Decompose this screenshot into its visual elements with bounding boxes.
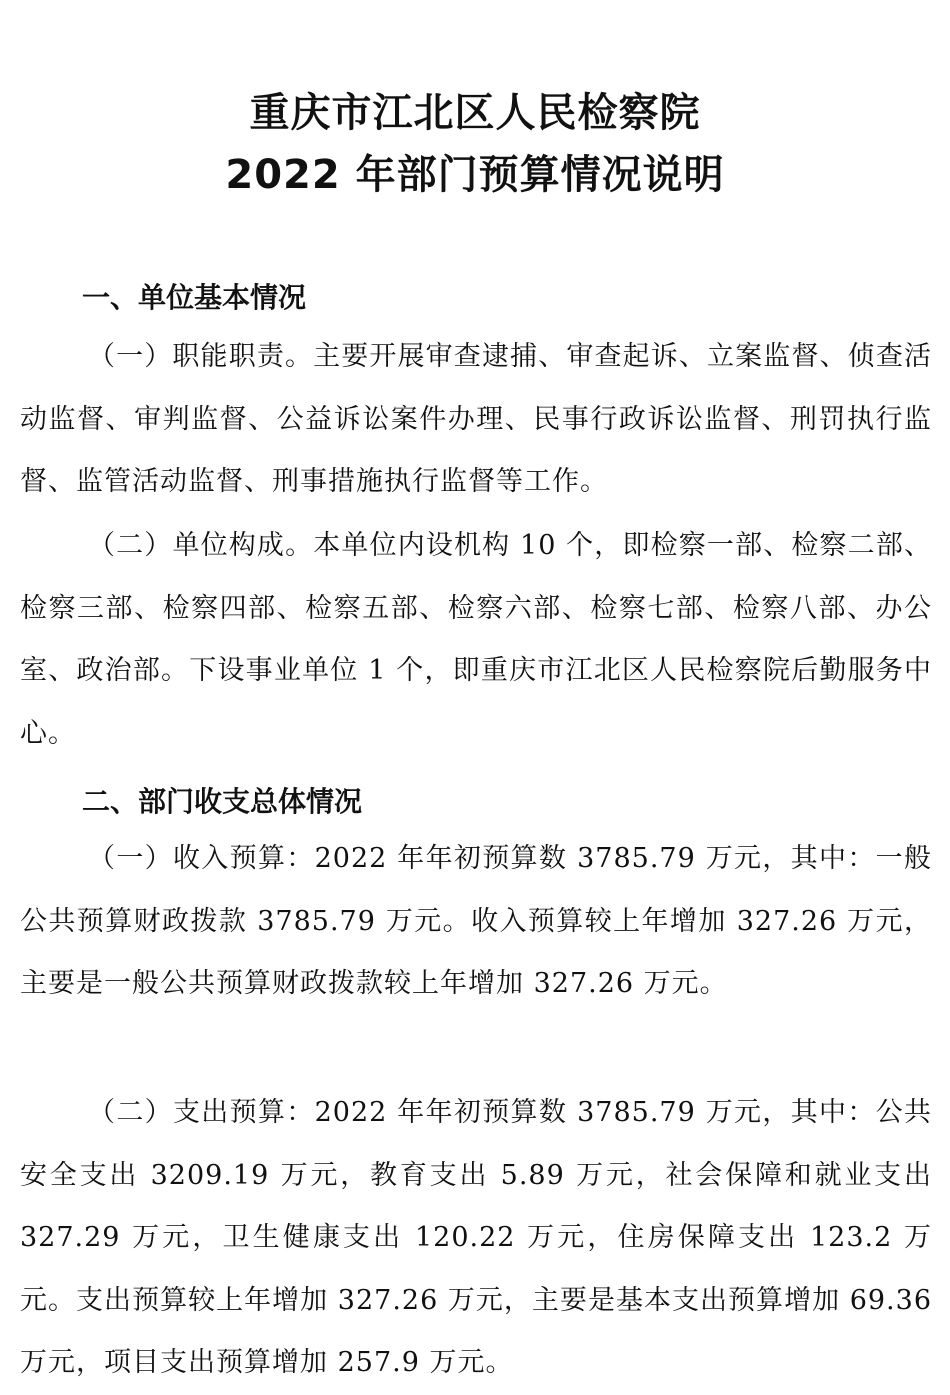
paragraph-composition: （二）单位构成。本单位内设机构 10 个，即检察一部、检察二部、检察三部、检察四部、检察五部、检察六部、检察七部、检察八部、办公室、政治部。下设事业单位 1 个，即重庆市江北区人民检察院后勤服务中心。: [20, 530, 932, 749]
paragraph-functions: （一）职能职责。主要开展审查逮捕、审查起诉、立案监督、侦查活动监督、审判监督、公益诉讼案件办理、民事行政诉讼监督、刑罚执行监督、监管活动监督、刑事措施执行监督等工作。: [20, 341, 932, 497]
section-heading-basic-info: 一、单位基本情况: [82, 281, 307, 314]
document-title-line2: 2022 年部门预算情况说明: [225, 152, 725, 198]
section-heading-budget-overview: 二、部门收支总体情况: [82, 785, 363, 818]
paragraph-expenditure-budget: （二）支出预算：2022 年年初预算数 3785.79 万元，其中：公共安全支出 3209.19 万元，教育支出 5.89 万元，社会保障和就业支出 327.29 万元，卫生健康支出 120.22 万元，住房保障支出 123.2 万元。支出预算较上年增加 327.26 万元，主要是基本支出预算增加 69.36 万元，项目支出预算增加 257.9 万元。: [20, 1097, 932, 1378]
document-title-line1: 重庆市江北区人民检察院: [249, 90, 701, 136]
paragraph-income-budget: （一）收入预算：2022 年年初预算数 3785.79 万元，其中：一般公共预算财政拨款 3785.79 万元。收入预算较上年增加 327.26 万元，主要是一般公共预算财政拨款较上年增加 327.26 万元。: [20, 843, 932, 999]
